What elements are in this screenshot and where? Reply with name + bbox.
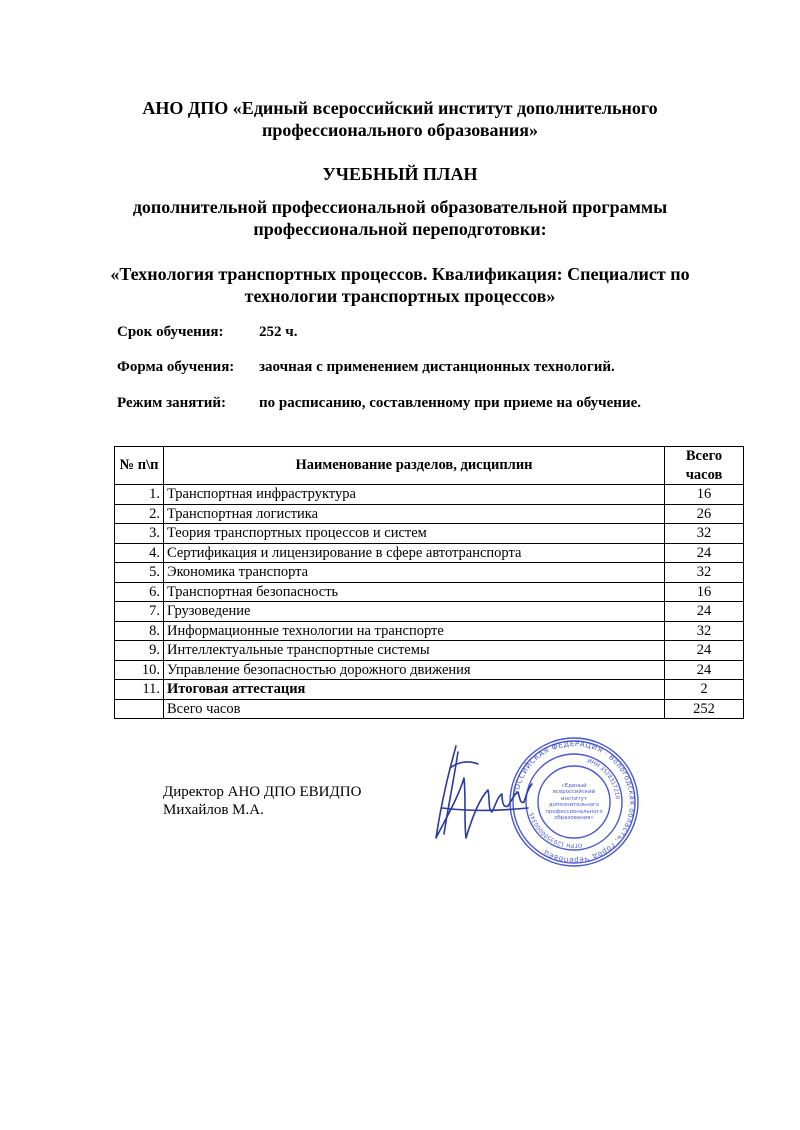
table-row-final-attestation xyxy=(115,680,744,700)
org-line-2: профессионального образования» xyxy=(261,120,539,140)
row-num: 8. xyxy=(115,621,164,641)
row-hours: 16 xyxy=(665,582,744,602)
table-header-row xyxy=(115,447,744,485)
organization-name xyxy=(0,97,800,141)
table-row xyxy=(115,602,744,622)
program-type-line-2: профессиональной переподготовки: xyxy=(253,219,547,239)
duration-value: 252 ч. xyxy=(259,324,298,340)
row-hours: 26 xyxy=(665,504,744,524)
row-name: Транспортная логистика xyxy=(164,504,665,524)
schedule-row xyxy=(117,394,641,412)
table-row xyxy=(115,543,744,563)
row-hours: 32 xyxy=(665,621,744,641)
row-name: Сертификация и лицензирование в сфере автотранспорта xyxy=(164,543,665,563)
schedule-label: Режим занятий: xyxy=(117,395,227,411)
row-name: Транспортная инфраструктура xyxy=(164,485,665,505)
table-row xyxy=(115,524,744,544)
total-num-cell xyxy=(115,699,164,719)
row-num: 6. xyxy=(115,582,164,602)
row-hours: 24 xyxy=(665,660,744,680)
table-row xyxy=(115,504,744,524)
row-num: 4. xyxy=(115,543,164,563)
header-hours-line-2: часов xyxy=(685,466,723,483)
director-title: Директор АНО ДПО ЕВИДПО xyxy=(163,784,362,800)
row-hours: 24 xyxy=(665,602,744,622)
table-row xyxy=(115,660,744,680)
row-num: 2. xyxy=(115,504,164,524)
program-type xyxy=(0,196,800,240)
stamp-inner-text: «Единый всероссийский институт дополнительного профессионального образования» xyxy=(545,783,603,822)
row-name: Интеллектуальные транспортные системы xyxy=(164,641,665,661)
row-hours: 24 xyxy=(665,641,744,661)
row-hours: 32 xyxy=(665,524,744,544)
header-name: Наименование разделов, дисциплин xyxy=(164,447,665,485)
plan-title: УЧЕБНЫЙ ПЛАН xyxy=(322,164,478,184)
header-hours-line-1: Всего xyxy=(685,448,723,464)
row-hours: 2 xyxy=(665,680,744,700)
curriculum-table xyxy=(114,446,744,719)
stamp-ogrn-text: ОГРН 1203500000345 xyxy=(529,811,583,849)
header-hours xyxy=(665,447,744,485)
row-hours: 24 xyxy=(665,543,744,563)
stamp-outer-text: РОССИЙСКАЯ ФЕДЕРАЦИЯ · Вологодская область, город Череповец xyxy=(511,738,638,866)
stamp-inn-text: ИНН 3528317210 xyxy=(586,758,620,800)
row-name: Экономика транспорта xyxy=(164,563,665,583)
table-row xyxy=(115,641,744,661)
row-name: Теория транспортных процессов и систем xyxy=(164,524,665,544)
row-num: 7. xyxy=(115,602,164,622)
director-name: Михайлов М.А. xyxy=(163,802,264,818)
table-row xyxy=(115,485,744,505)
row-hours: 16 xyxy=(665,485,744,505)
row-num: 10. xyxy=(115,660,164,680)
table-row xyxy=(115,563,744,583)
table-row xyxy=(115,582,744,602)
duration-label: Срок обучения: xyxy=(117,324,224,340)
program-type-line-1: дополнительной профессиональной образовательной программы xyxy=(132,197,668,217)
row-num: 1. xyxy=(115,485,164,505)
total-label: Всего часов xyxy=(164,699,665,719)
table-row xyxy=(115,621,744,641)
schedule-value: по расписанию, составленному при приеме на обучение. xyxy=(259,395,641,411)
row-name: Информационные технологии на транспорте xyxy=(164,621,665,641)
form-value: заочная с применением дистанционных технологий. xyxy=(259,359,615,375)
org-line-1: АНО ДПО «Единый всероссийский институт дополнительного xyxy=(142,98,658,118)
official-stamp xyxy=(507,735,641,869)
row-name: Транспортная безопасность xyxy=(164,582,665,602)
header-num: № п\п xyxy=(115,447,164,485)
program-name-line-1: «Технология транспортных процессов. Квалификация: Специалист по xyxy=(110,264,690,284)
table-total-row xyxy=(115,699,744,719)
program-name-line-2: технологии транспортных процессов» xyxy=(244,286,556,306)
row-name: Управление безопасностью дорожного движения xyxy=(164,660,665,680)
row-num: 3. xyxy=(115,524,164,544)
row-num: 11. xyxy=(115,680,164,700)
row-num: 9. xyxy=(115,641,164,661)
total-hours: 252 xyxy=(665,699,744,719)
row-name: Грузоведение xyxy=(164,602,665,622)
form-row xyxy=(117,358,615,376)
duration-row xyxy=(117,323,298,341)
row-num: 5. xyxy=(115,563,164,583)
signature-block xyxy=(163,783,361,819)
form-label: Форма обучения: xyxy=(117,359,235,375)
row-name: Итоговая аттестация xyxy=(164,680,665,700)
program-name xyxy=(0,263,800,307)
row-hours: 32 xyxy=(665,563,744,583)
